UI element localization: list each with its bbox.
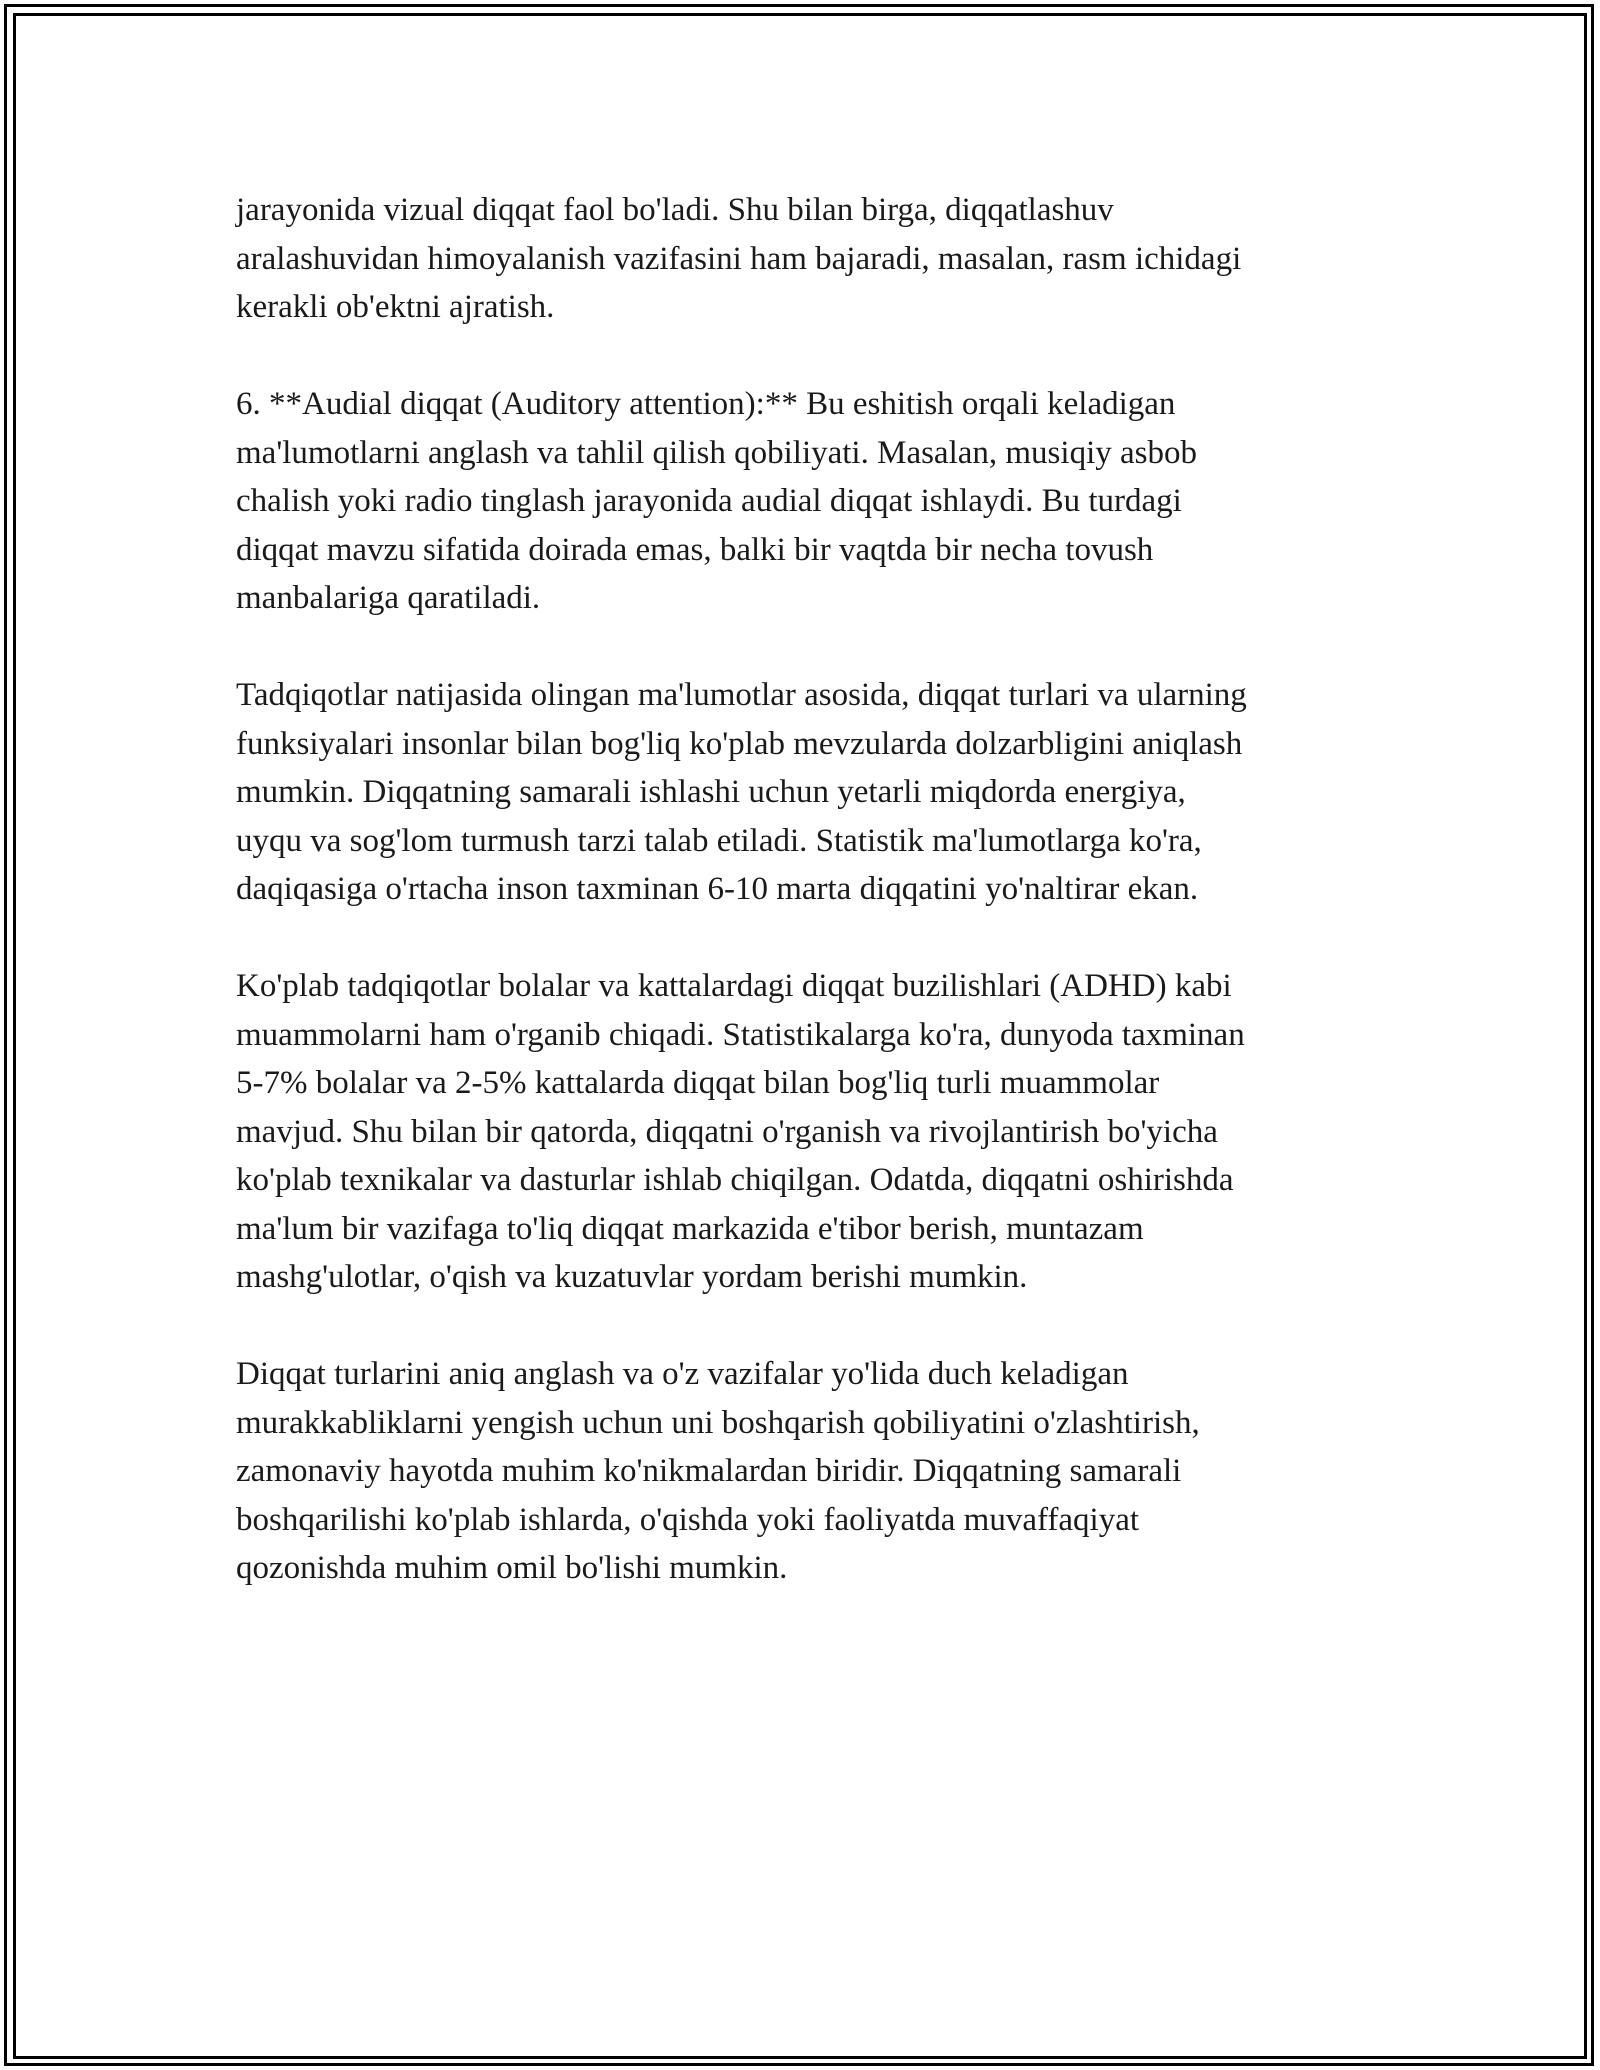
text-line: mashg'ulotlar, o'qish va kuzatuvlar yordam berishi mumkin. (236, 1259, 1028, 1295)
text-line: Tadqiqotlar natijasida olingan ma'lumotlar asosida, diqqat turlari va ularning (236, 677, 1247, 713)
text-line: mavjud. Shu bilan bir qatorda, diqqatni o'rganish va rivojlantirish bo'yicha (236, 1113, 1218, 1150)
text-line: muammolarni ham o'rganib chiqadi. Statistikalarga ko'ra, dunyoda taxminan (236, 1016, 1245, 1053)
text-line: chalish yoki radio tinglash jarayonida audial diqqat ishlaydi. Bu turdagi (236, 483, 1182, 519)
text-line: daqiqasiga o'rtacha inson taxminan 6-10 marta diqqatini yo'naltirar ekan. (236, 871, 1199, 907)
text-line: Diqqat turlarini aniq anglash va o'z vazifalar yo'lida duch keladigan (236, 1356, 1129, 1392)
text-line: murakkabliklarni yengish uchun uni boshqarish qobiliyatini o'zlashtirish, (236, 1404, 1200, 1441)
paragraph-conclusion (236, 1350, 1376, 1593)
text-line: boshqarilishi ko'plab ishlarda, o'qishda yoki faoliyatda muvaffaqiyat (236, 1501, 1140, 1538)
text-line: funksiyalari insonlar bilan bog'liq ko'plab mevzularda dolzarbligini aniqlash (236, 725, 1243, 762)
paragraph-research-findings (236, 671, 1376, 914)
paragraph-visual-attention (236, 186, 1376, 332)
text-line: uyqu va sog'lom turmush tarzi talab etiladi. Statistik ma'lumotlarga ko'ra, (236, 822, 1202, 859)
text-line: qozonishda muhim omil bo'lishi mumkin. (236, 1550, 788, 1586)
text-line: mumkin. Diqqatning samarali ishlashi uchun yetarli miqdorda energiya, (236, 774, 1186, 810)
text-line: 5-7% bolalar va 2-5% kattalarda diqqat bilan bog'liq turli muammolar (236, 1065, 1160, 1101)
paragraph-auditory-attention (236, 380, 1376, 623)
text-line: aralashuvidan himoyalanish vazifasini ham bajaradi, masalan, rasm ichidagi (236, 240, 1242, 277)
text-line: manbalariga qaratiladi. (236, 580, 541, 616)
text-line: zamonaviy hayotda muhim ko'nikmalardan biridir. Diqqatning samarali (236, 1453, 1182, 1489)
document-body (236, 186, 1376, 1593)
text-line: Ko'plab tadqiqotlar bolalar va kattalardagi diqqat buzilishlari (ADHD) kabi (236, 968, 1232, 1004)
text-line: kerakli ob'ektni ajratish. (236, 289, 555, 325)
text-line: ma'lumotlarni anglash va tahlil qilish qobiliyati. Masalan, musiqiy asbob (236, 434, 1197, 471)
paragraph-adhd (236, 962, 1376, 1302)
text-line: diqqat mavzu sifatida doirada emas, balki bir vaqtda bir necha tovush (236, 531, 1154, 568)
text-line: ko'plab texnikalar va dasturlar ishlab chiqilgan. Odatda, diqqatni oshirishda (236, 1162, 1234, 1198)
text-line: ma'lum bir vazifaga to'liq diqqat markazida e'tibor berish, muntazam (236, 1210, 1144, 1247)
text-line: jarayonida vizual diqqat faol bo'ladi. Shu bilan birga, diqqatlashuv (236, 192, 1114, 228)
text-line: 6. **Audial diqqat (Auditory attention):** Bu eshitish orqali keladigan (236, 386, 1176, 422)
